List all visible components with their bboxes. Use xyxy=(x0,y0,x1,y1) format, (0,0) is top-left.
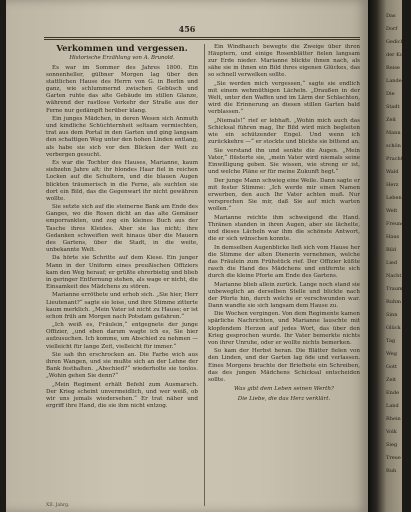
adjacent-page-line: Ruhm xyxy=(386,299,401,305)
adjacent-page-line: Haus xyxy=(386,234,400,240)
paragraph: „Mein Regiment erhält Befehl zum Ausmarsch. Der Krieg scheint unvermeidlich, und wer weiß, ob wir uns jemals wiedersehen.“ Er trat näher und ergriff ihre Hand, die sie ihm nicht entzog. xyxy=(46,382,198,410)
adjacent-page-line: Reise xyxy=(386,65,400,71)
verse-block xyxy=(208,386,360,403)
adjacent-page-line: Mann xyxy=(386,130,401,136)
adjacent-page-line: Land xyxy=(386,403,399,409)
right-paragraphs xyxy=(208,44,360,384)
paragraph: Es war die Tochter des Hauses, Marianne, kaum siebzehn Jahre alt; ihr blondes Haar fiel in reichen Locken auf die Schultern, und die blauen Augen blickten träumerisch in die Ferne, als suchten sie dort ein Bild, das die Gegenwart ihr nicht gewähren wollte. xyxy=(46,160,198,202)
adjacent-page-line: Treue xyxy=(386,455,401,461)
article-subtitle: Historische Erzählung von A. Brunold. xyxy=(69,55,175,61)
paragraph: Ein Windhauch bewegte die Zweige über ihren Häuptern, und einige Rosenblätter fielen langsam zur Erde nieder. Marianne blickte ihnen nach, als sähe sie in ihnen ein Bild ihres eigenen Glückes, das so schnell verwelken sollte. xyxy=(208,44,360,79)
adjacent-page-line: Freund xyxy=(386,221,405,227)
paragraph: „Ich weiß es, Fräulein,“ entgegnete der junge Offizier, „und eben darum wagte ich es, Sie hier aufzusuchen. Ich komme, um Abschied zu nehmen — vielleicht für lange Zeit, vielleicht für immer.“ xyxy=(46,322,198,350)
verse-line: Was gibt dem Leben seinen Werth? xyxy=(234,385,334,392)
adjacent-page-line: Sieg xyxy=(386,442,398,448)
adjacent-page-line: Herz xyxy=(386,182,399,188)
adjacent-page-line: Dorf xyxy=(386,26,398,32)
adjacent-page-line: Zeit xyxy=(386,117,397,123)
left-column xyxy=(46,44,198,506)
adjacent-page-line: Stadt xyxy=(386,104,400,110)
paragraph: Die Wochen vergingen. Von dem Regimente kamen spärliche Nachrichten, und Marianne lauschte mit klopfendem Herzen auf jedes Wort, das über den Krieg gesprochen wurde. Ihr Vater bemerkte nichts von ihrer Unruhe, oder er wollte nichts bemerken. xyxy=(208,311,360,346)
page-number: 456 xyxy=(178,24,196,34)
paragraph: Sie sah ihn erschrocken an. Die Farbe wich aus ihren Wangen, und sie mußte sich an der Lehne der Bank festhalten. „Abschied?“ wiederholte sie tonlos. „Wohin gehen Sie denn?“ xyxy=(46,352,198,380)
adjacent-page-line: Bild xyxy=(386,247,397,253)
adjacent-page-line: Das xyxy=(386,13,396,19)
adjacent-page-line: Traum xyxy=(386,286,403,292)
adjacent-page-line: Ruh xyxy=(386,468,397,474)
adjacent-page-line: Zeit xyxy=(386,377,397,383)
paragraph: Marianne reichte ihm schweigend die Hand. Thränen standen in ihren Augen, aber sie lächelte, und dieses Lächeln war ihm die schönste Antwort, die er sich wünschen konnte. xyxy=(208,214,360,242)
verse-line: Die Liebe, die das Herz verklärt. xyxy=(237,395,331,402)
adjacent-page-text xyxy=(386,10,411,478)
adjacent-page-edge xyxy=(368,0,411,512)
article-title: Verkommen und vergessen. xyxy=(56,44,188,54)
adjacent-page-line: Gedicht xyxy=(386,39,406,45)
adjacent-page-line: Weg xyxy=(386,351,397,357)
book-page xyxy=(6,0,368,512)
adjacent-page-line: Rhein xyxy=(386,416,401,422)
paragraph: Sie setzte sich auf die steinerne Bank am Ende des Ganges, wo die Rosen dicht an das alte Gemäuer emporrankten, und zog ein kleines Buch aus der Tasche ihres Kleides. Aber sie las nicht; ihre Gedanken schweiften weit hinaus über die Mauern des Gartens, über die Stadt, in die weite, unbekannte Welt. xyxy=(46,204,198,253)
header-rule xyxy=(44,37,360,38)
left-paragraphs xyxy=(46,65,198,410)
adjacent-page-line: Gott xyxy=(386,364,398,370)
adjacent-page-line: Welt xyxy=(386,208,398,214)
adjacent-page-line: der Kunst xyxy=(386,52,411,58)
adjacent-page-line: Leben xyxy=(386,195,402,201)
paragraph: In demselben Augenblicke ließ sich vom Hause her die Stimme der alten Dienerin vernehmen, welche das Fräulein zum Frühstück rief. Der Offizier küßte rasch die Hand des Mädchens und entfernte sich durch die kleine Pforte am Ende des Gartens. xyxy=(208,244,360,279)
footer-note: XII. Jahrg. xyxy=(46,503,70,508)
adjacent-page-line: Glück xyxy=(386,325,401,331)
adjacent-page-line: schön xyxy=(386,143,401,149)
paragraph: Der junge Mann schwieg eine Weile. Dann sagte er mit fester Stimme: „Ich werde mir einen Namen erwerben, den auch Ihr Vater achten muß. Nur versprechen Sie mir, daß Sie auf mich warten wollen.“ xyxy=(208,177,360,213)
adjacent-page-line: Lied xyxy=(386,260,398,266)
header-rule-thin xyxy=(44,39,360,40)
column-divider xyxy=(204,44,205,506)
adjacent-page-line: Sinn xyxy=(386,312,398,318)
paragraph: Ein junges Mädchen, in deren Wesen sich Anmuth und kindliche Schüchternheit seltsam vermischten, trat aus dem Portal in den Garten und ging langsam den schattigen Weg unter den hohen Linden entlang, als habe sie sich vor den Blicken der Welt zu verbergen gesucht. xyxy=(46,116,198,158)
paragraph: Es war im Sommer des Jahres 1800. Ein sonnenheller, gülbner Morgen lag über den stattlichen Hause des Herrn von G. in Berlin und ganz, wie schlummernd zwischen Gebüsch und Garten ruhte das alte Gebäude im stillen Glanze, während der rastlose Verkehr der Straße aus der Ferne nur gedämpft herüber klang. xyxy=(46,65,198,114)
adjacent-page-line: Landes xyxy=(386,78,405,84)
adjacent-page-line: Volk xyxy=(386,429,397,435)
paragraph: „Sie werden mich vergessen,“ sagte sie endlich mit einem wehmüthigen Lächeln. „Draußen in der Welt, unter den Waffen und im Lärm der Schlachten, wird die Erinnerung an diesen stillen Garten bald verblassen.“ xyxy=(208,80,360,116)
adjacent-page-line: Pracht xyxy=(386,156,403,162)
adjacent-page-line: Tag xyxy=(386,338,396,344)
paragraph: Sie verstand ihn und senkte die Augen. „Mein Vater,“ flüsterte sie, „mein Vater wird niemals seine Einwilligung geben. Sie wissen, wie streng er ist, und welche Pläne er für meine Zukunft hegt.“ xyxy=(208,147,360,176)
paragraph: Marianne blieb allein zurück. Lange noch stand sie unbeweglich an derselben Stelle und blickte nach der Pforte hin, durch welche er verschwunden war. Dann wandte sie sich langsam dem Hause zu. xyxy=(208,281,360,309)
paragraph: So kam der Herbst heran. Die Blätter fielen von den Linden, und der Garten lag öde und verlassen. Eines Morgens brachte der Briefbote ein Schreiben, das des jungen Mädchens Schicksal entscheiden sollte. xyxy=(208,348,360,383)
adjacent-page-line: Wald xyxy=(386,169,399,175)
paragraph: „Niemals!“ rief er lebhaft. „Wohin mich auch das Schicksal führen mag, Ihr Bild wird mich begleiten wie ein schützender Engel. Und wenn ich zurückkehre —“ er stockte und blickte sie bittend an. xyxy=(208,117,360,146)
paragraph: Da hörte sie Schritte auf dem Kiese. Ein junger Mann in der Uniform eines preußischen Offiziers kam den Weg herauf; er grüßte ehrerbietig und blieb in geringer Entfernung stehen, als wage er nicht, die Einsamkeit des Mädchens zu stören. xyxy=(46,255,198,290)
paragraph: Marianne erröthete und erhob sich. „Sie hier, Herr Lieutenant?“ sagte sie leise, und ihre Stimme zitterte kaum merklich. „Mein Vater ist nicht zu Hause; er ist schon früh am Morgen nach Potsdam gefahren.“ xyxy=(46,292,198,320)
adjacent-page-line: Die xyxy=(386,91,395,97)
adjacent-page-line: Nacht xyxy=(386,273,402,279)
adjacent-page-line: Ende xyxy=(386,390,400,396)
right-column xyxy=(208,44,360,506)
